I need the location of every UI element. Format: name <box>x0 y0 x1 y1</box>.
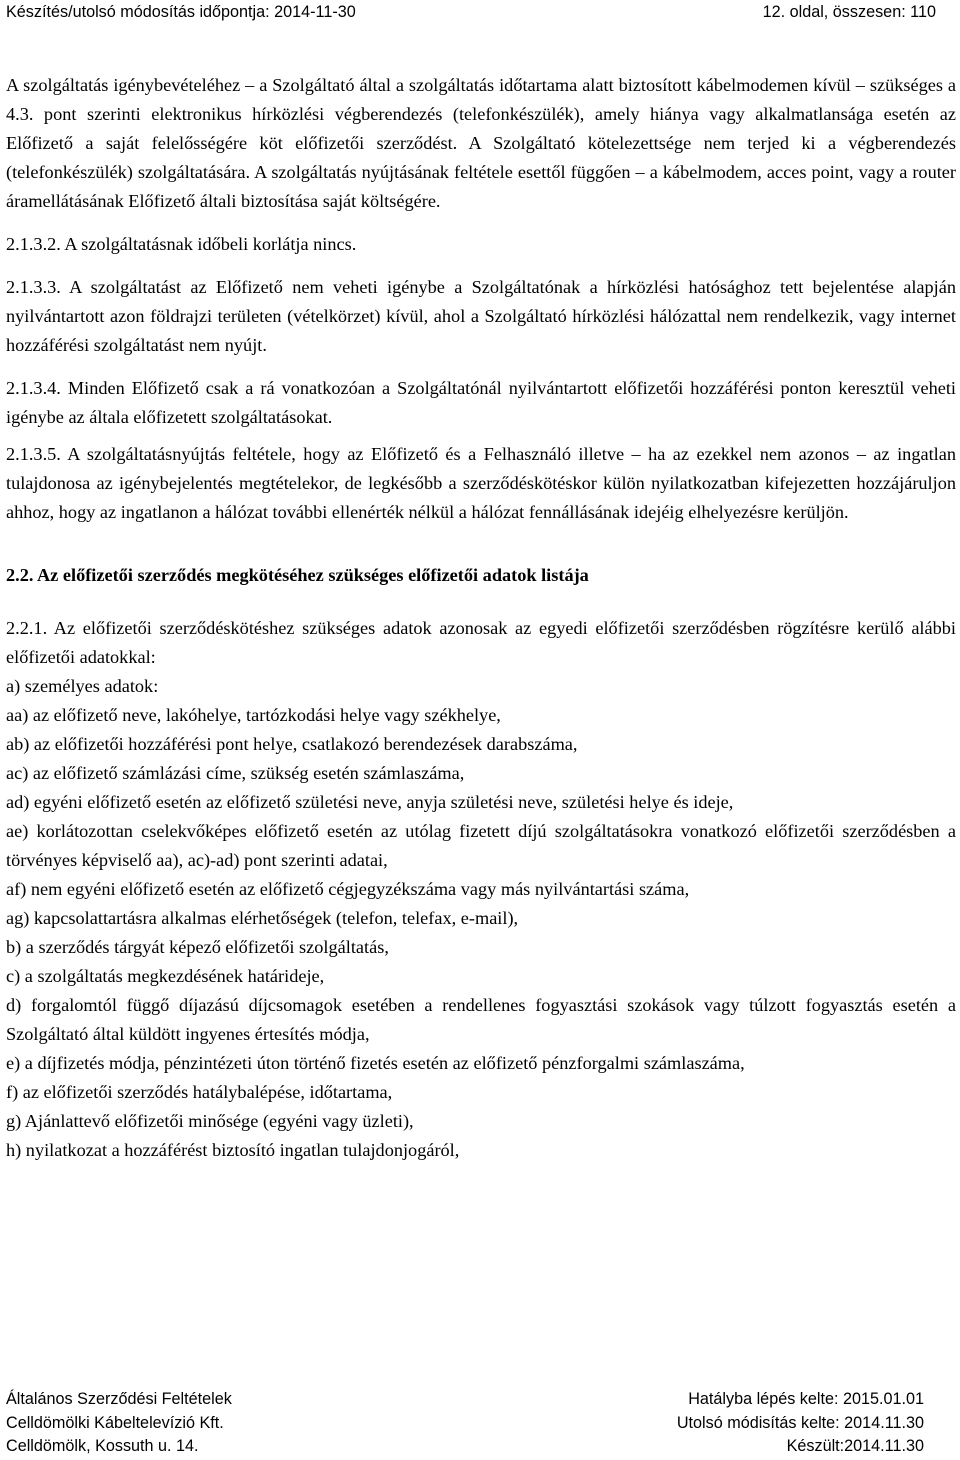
list-item: f) az előfizetői szerződés hatálybalépése, időtartama, <box>6 1082 393 1102</box>
footer-company-address: Celldömölk, Kossuth u. 14. <box>6 1437 199 1455</box>
paragraph-intro: A szolgáltatás igénybevételéhez – a Szolgáltató által a szolgáltatás időtartama alatt biztosított kábelmodemen kívül – szükséges a 4.3. pont szerinti elektronikus hírközlési végberendezés (telefonkészülék), amely hiánya vagy alkalmatlansága esetén az Előfizető a saját felelősségére köt előfizetői szerződést. A Szolgáltató kötelezettsége nem terjed ki a végberendezés (telefonkészülék) szolgáltatására. A szolgáltatás nyújtásának feltétele esettől függően – a kábelmodem, acces point, vagy a router áramellátásának Előfizető általi biztosítása saját költségére. <box>6 75 956 211</box>
list-item: g) Ajánlattevő előfizetői minősége (egyéni vagy üzleti), <box>6 1111 414 1131</box>
list-item: aa) az előfizető neve, lakóhelye, tartózkodási helye vagy székhelye, <box>6 705 501 725</box>
paragraph-2-1-3-2: 2.1.3.2. A szolgáltatásnak időbeli korlátja nincs. <box>6 234 357 254</box>
footer-company-name: Celldömölki Kábeltelevízió Kft. <box>6 1413 224 1432</box>
footer-last-modified: Utolsó módisítás kelte: 2014.11.30 <box>676 1413 924 1432</box>
list-item: d) forgalomtól függő díjazású díjcsomagok esetében a rendellenes fogyasztási szokások vagy túlzott fogyasztás esetén a Szolgáltató által küldött ingyenes értesítés módja, <box>6 995 956 1044</box>
header-page-number: 12. oldal, összesen: 110 <box>762 3 936 21</box>
section-intro: 2.2.1. Az előfizetői szerződéskötéshez szükséges adatok azonosak az egyedi előfizetői szerződésben rögzítésre kerülő alábbi előfizetői adatokkal: <box>6 618 956 667</box>
footer-created-date: Készült:2014.11.30 <box>786 1437 924 1455</box>
paragraph-2-1-3-5: 2.1.3.5. A szolgáltatásnyújtás feltétele, hogy az Előfizető és a Felhasználó illetve – ha az ezekkel nem azonos – az ingatlan tulajdonosa az igénybejelentés megtételekor, de legkésőbb a szerződéskötéskor külön nyilatkozatban kifejezetten hozzájáruljon ahhoz, hogy az ingatlanon a hálózat további ellenérték nélkül a hálózat fennállásának idejéig elhelyezésre kerüljön. <box>6 444 956 522</box>
header-timestamp: Készítés/utolsó módosítás időpontja: 2014-11-30 <box>6 3 356 21</box>
section-title: 2.2. Az előfizetői szerződés megkötéséhez szükséges előfizetői adatok listája <box>6 565 589 585</box>
list-item: ad) egyéni előfizető esetén az előfizető születési neve, anyja születési neve, születési helye és ideje, <box>6 792 734 812</box>
page-footer <box>6 1388 924 1459</box>
footer-document-title: Általános Szerződési Feltételek <box>6 1390 232 1408</box>
list-item: e) a díjfizetés módja, pénzintézeti úton történő fizetés esetén az előfizető pénzforgalmi számlaszáma, <box>6 1053 745 1073</box>
list-item: ab) az előfizetői hozzáférési pont helye, csatlakozó berendezések darabszáma, <box>6 734 578 754</box>
list-item: h) nyilatkozat a hozzáférést biztosító ingatlan tulajdonjogáról, <box>6 1140 460 1160</box>
list-item: ae) korlátozottan cselekvőképes előfizető esetén az utólag fizetett díjú szolgáltatásokra vonatkozó előfizetői szerződésben a törvényes képviselő aa), ac)-ad) pont szerinti adatai, <box>6 821 956 870</box>
list-item: ac) az előfizető számlázási címe, szükség esetén számlaszáma, <box>6 763 465 783</box>
list-item: a) személyes adatok: <box>6 676 159 696</box>
footer-effective-date: Hatályba lépés kelte: 2015.01.01 <box>688 1390 924 1408</box>
list-item: c) a szolgáltatás megkezdésének határideje, <box>6 966 325 986</box>
list-item: b) a szerződés tárgyát képező előfizetői szolgáltatás, <box>6 937 389 957</box>
paragraph-2-1-3-4: 2.1.3.4. Minden Előfizető csak a rá vonatkozóan a Szolgáltatónál nyilvántartott előfizetői hozzáférési ponton keresztül veheti igénybe az általa előfizetett szolgáltatásokat. <box>6 378 956 427</box>
document-body <box>6 71 956 1165</box>
list-item: af) nem egyéni előfizető esetén az előfizető cégjegyzékszáma vagy más nyilvántartási száma, <box>6 879 690 899</box>
paragraph-2-1-3-3: 2.1.3.3. A szolgáltatást az Előfizető nem veheti igénybe a Szolgáltatónak a hírközlési hatósághoz tett bejelentése alapján nyilvántartott azon földrajzi területen (vételkörzet) kívül, ahol a Szolgáltató hírközlési hálózattal nem rendelkezik, vagy internet hozzáférési szolgáltatást nem nyújt. <box>6 277 956 355</box>
list-item: ag) kapcsolattartásra alkalmas elérhetőségek (telefon, telefax, e-mail), <box>6 908 519 928</box>
